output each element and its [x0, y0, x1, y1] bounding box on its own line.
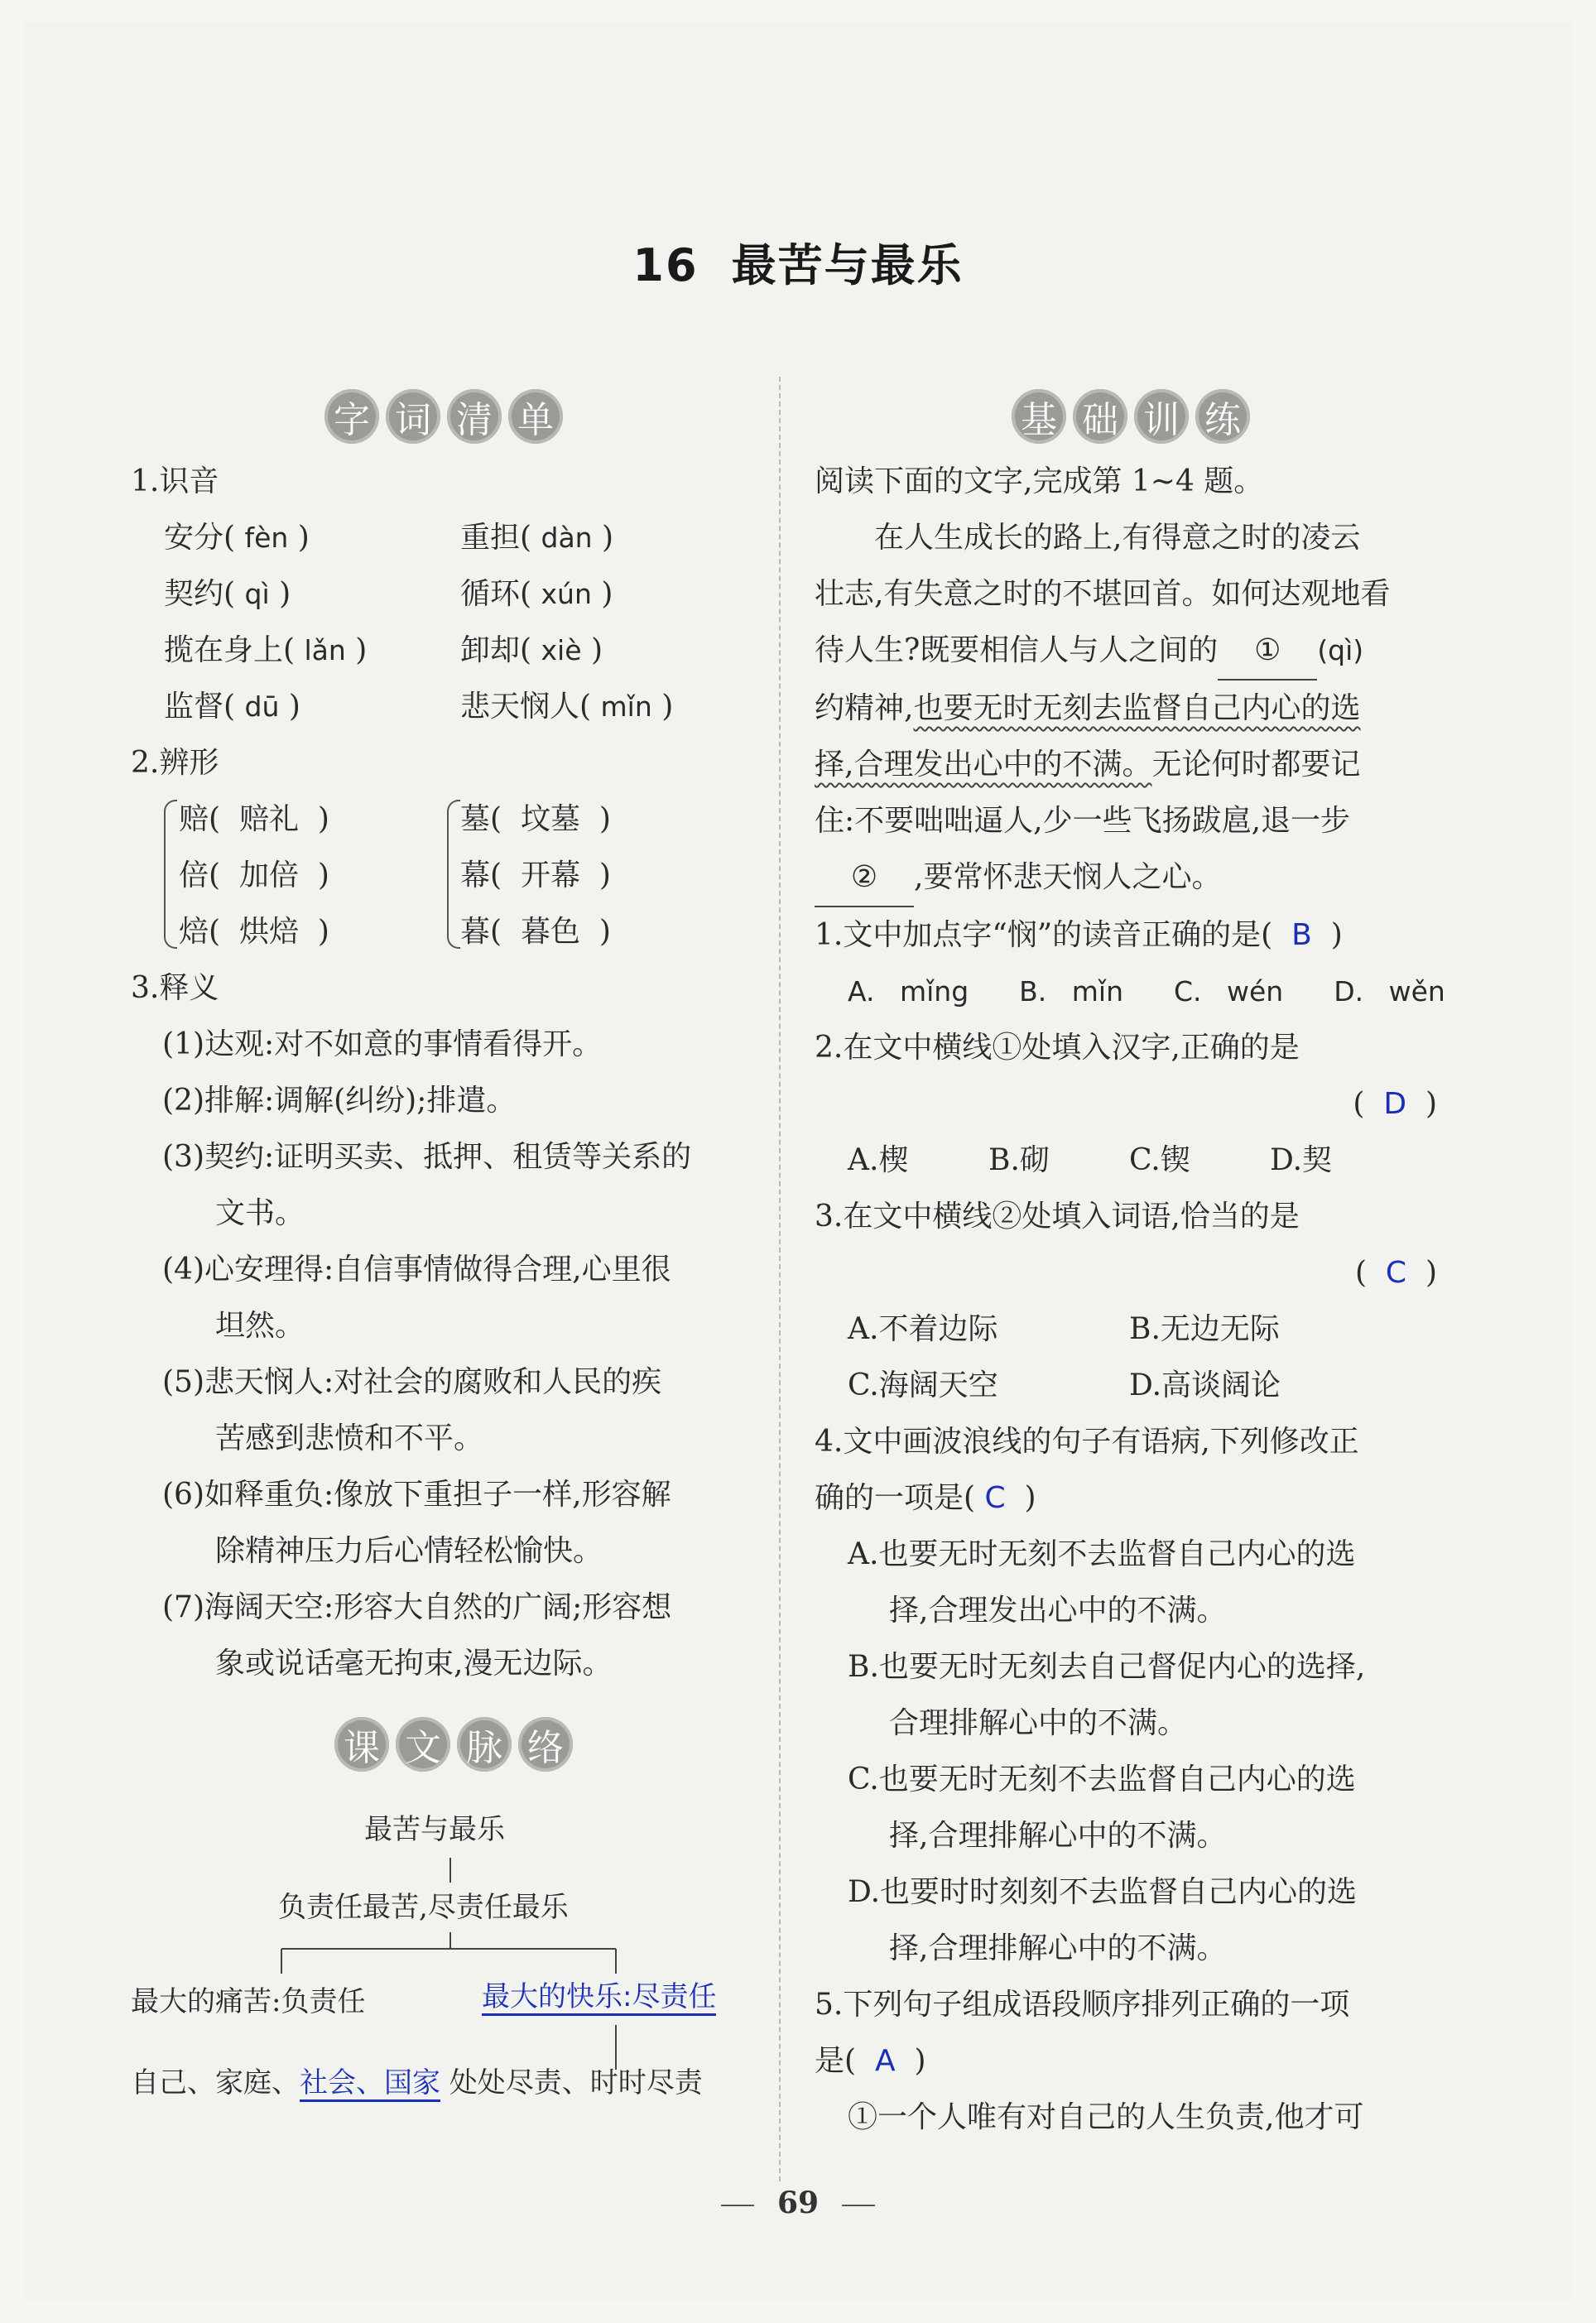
banner-char: 清	[447, 389, 502, 444]
wavy-sentence: 择,合理发出心中的不满。	[815, 748, 1152, 782]
footer-dash	[721, 2205, 754, 2206]
q2-answer-line: ( D )	[1353, 1087, 1437, 1121]
passage-line: 住:不要咄咄逼人,少一些飞扬跋扈,退一步	[815, 804, 1351, 838]
definition-line: 除精神压力后心情轻松愉快。	[215, 1534, 603, 1568]
banner-char: 练	[1195, 389, 1250, 444]
q4-option: 择,合理排解心中的不满。	[889, 1931, 1227, 1965]
outline-fill-answer: 社会、国家	[300, 2066, 440, 2102]
banner-char: 课	[334, 1717, 389, 1772]
question-4: 4.文中画波浪线的句子有语病,下列修改正	[815, 1425, 1359, 1459]
shape-item: 倍( 加倍 )	[179, 858, 329, 892]
footer-dash	[842, 2205, 875, 2206]
question-2: 2.在文中横线①处填入汉字,正确的是	[815, 1031, 1300, 1065]
banner-char: 词	[386, 389, 440, 444]
definition-line: (3)契约:证明买卖、抵押、租赁等关系的	[162, 1140, 692, 1174]
outline-root: 最苦与最乐	[364, 1813, 505, 1846]
outline-left-branch: 最大的痛苦:负责任	[131, 1985, 366, 2018]
q2-options: A.楔 B.砌 C.锲 D.契	[848, 1143, 1333, 1177]
passage-line: 壮志,有失意之时的不堪回首。如何达观地看	[815, 577, 1391, 611]
reading-intro: 阅读下面的文字,完成第 1~4 题。	[815, 464, 1264, 498]
definition-line: (7)海阔天空:形容大自然的广阔;形容想	[162, 1590, 672, 1624]
banner-char: 脉	[457, 1717, 512, 1772]
page-number: 69	[776, 2186, 820, 2220]
answer-2: D	[1383, 1087, 1407, 1121]
passage-line: 待人生?既要相信人与人之间的 ① (qì)	[815, 623, 1444, 681]
q3-options-row2: C.海阔天空 D.高谈阔论	[848, 1368, 1281, 1402]
definition-line: (6)如释重负:像放下重担子一样,形容解	[162, 1478, 671, 1512]
pron-item: 监督( dū )	[164, 690, 300, 724]
answer-4: C	[984, 1481, 1006, 1515]
shape-item: 焙( 烘焙 )	[179, 915, 329, 949]
definition-line: (1)达观:对不如意的事情看得开。	[162, 1027, 603, 1061]
pron-item: 卸却( xiè )	[460, 633, 603, 667]
q4-option: D.也要时时刻刻不去监督自己内心的选	[848, 1875, 1358, 1909]
shape-item: 暮( 暮色 )	[460, 915, 611, 949]
answer-5: A	[874, 2044, 896, 2078]
pron-item: 揽在身上( lǎn )	[164, 633, 368, 667]
q1-options: A. mǐng B. mǐn C. wén D. wěn	[848, 975, 1445, 1008]
lesson-number: 16	[632, 239, 699, 291]
shape-item: 赔( 赔礼 )	[179, 802, 329, 836]
q4-option: B.也要无时无刻去自己督促内心的选择,	[848, 1650, 1366, 1684]
passage-line: 约精神,也要无时无刻去监督自己内心的选	[815, 691, 1361, 725]
passage-line: ② ,要常怀悲天悯人之心。	[815, 849, 1444, 907]
definition-line: (4)心安理得:自信事情做得合理,心里很	[162, 1253, 671, 1287]
blank-1: ①	[1218, 623, 1317, 681]
shape-item: 墓( 坟墓 )	[460, 802, 611, 836]
definition-line: 坦然。	[215, 1309, 305, 1343]
passage-line: 在人生成长的路上,有得意之时的凌云	[874, 521, 1361, 555]
answer-3: C	[1385, 1256, 1407, 1290]
question-5: 5.下列句子组成语段顺序排列正确的一项	[815, 1988, 1350, 2022]
q4-option: A.也要无时无刻不去监督自己内心的选	[848, 1537, 1356, 1571]
section-shape-heading: 2.辨形	[131, 746, 219, 780]
definition-line: (2)排解:调解(纠纷);排遣。	[162, 1084, 517, 1118]
section-pronunciation-heading: 1.识音	[131, 464, 219, 498]
banner-char: 字	[324, 389, 379, 444]
outline-bottom-b: 处处尽责、时时尽责	[449, 2066, 703, 2099]
outline-right-branch: 最大的快乐:尽责任	[482, 1980, 716, 2016]
q3-answer-line: ( C )	[1354, 1256, 1437, 1290]
definition-line: 文书。	[215, 1196, 305, 1230]
question-5-cont: 是( A )	[815, 2044, 926, 2078]
q4-option: C.也要无时无刻不去监督自己内心的选	[848, 1763, 1356, 1796]
q3-options-row1: A.不着边际 B.无边无际	[848, 1312, 1280, 1346]
question-4-cont: 确的一项是( C )	[815, 1481, 1036, 1515]
banner-char: 络	[518, 1717, 573, 1772]
question-3: 3.在文中横线②处填入词语,恰当的是	[815, 1200, 1300, 1234]
pron-item: 循环( xún )	[460, 577, 613, 611]
definition-line: (5)悲天悯人:对社会的腐败和人民的疾	[162, 1365, 662, 1399]
banner-char: 础	[1073, 389, 1127, 444]
shape-item: 幕( 开幕 )	[460, 858, 611, 892]
wavy-sentence: 也要无时无刻去监督自己内心的选	[913, 691, 1361, 725]
q4-option: 合理排解心中的不满。	[889, 1706, 1188, 1740]
q5-sentence-1: ①一个人唯有对自己的人生负责,他才可	[848, 2100, 1364, 2134]
pron-item: 重担( dàn )	[460, 521, 614, 555]
banner-char: 单	[508, 389, 563, 444]
page-footer	[0, 2186, 1596, 2220]
question-1: 1.文中加点字“悯”的读音正确的是( B )	[815, 918, 1343, 952]
definition-line: 象或说话毫无拘束,漫无边际。	[215, 1647, 613, 1681]
definition-line: 苦感到悲愤和不平。	[215, 1421, 484, 1455]
blank-2: ②	[815, 849, 914, 907]
banner-char: 基	[1012, 389, 1066, 444]
lesson-title: 最苦与最乐	[731, 239, 964, 291]
pron-item: 安分( fèn )	[164, 521, 310, 555]
pron-item: 契约( qì )	[164, 577, 291, 611]
q4-option: 择,合理排解心中的不满。	[889, 1819, 1227, 1853]
pron-item: 悲天悯人( mǐn )	[460, 690, 674, 724]
outline-thesis: 负责任最苦,尽责任最乐	[278, 1891, 569, 1924]
banner-basic-training	[1012, 382, 1250, 450]
q4-option: 择,合理发出心中的不满。	[889, 1594, 1227, 1628]
section-meaning-heading: 3.释义	[131, 971, 219, 1005]
outline-bottom-a: 自己、家庭、	[131, 2066, 300, 2099]
outline-bottom	[131, 2066, 703, 2099]
answer-1: B	[1291, 918, 1312, 952]
passage-line: 择,合理发出心中的不满。无论何时都要记	[815, 748, 1361, 782]
banner-char: 文	[396, 1717, 450, 1772]
banner-char: 训	[1134, 389, 1189, 444]
right-column	[815, 454, 1444, 2146]
